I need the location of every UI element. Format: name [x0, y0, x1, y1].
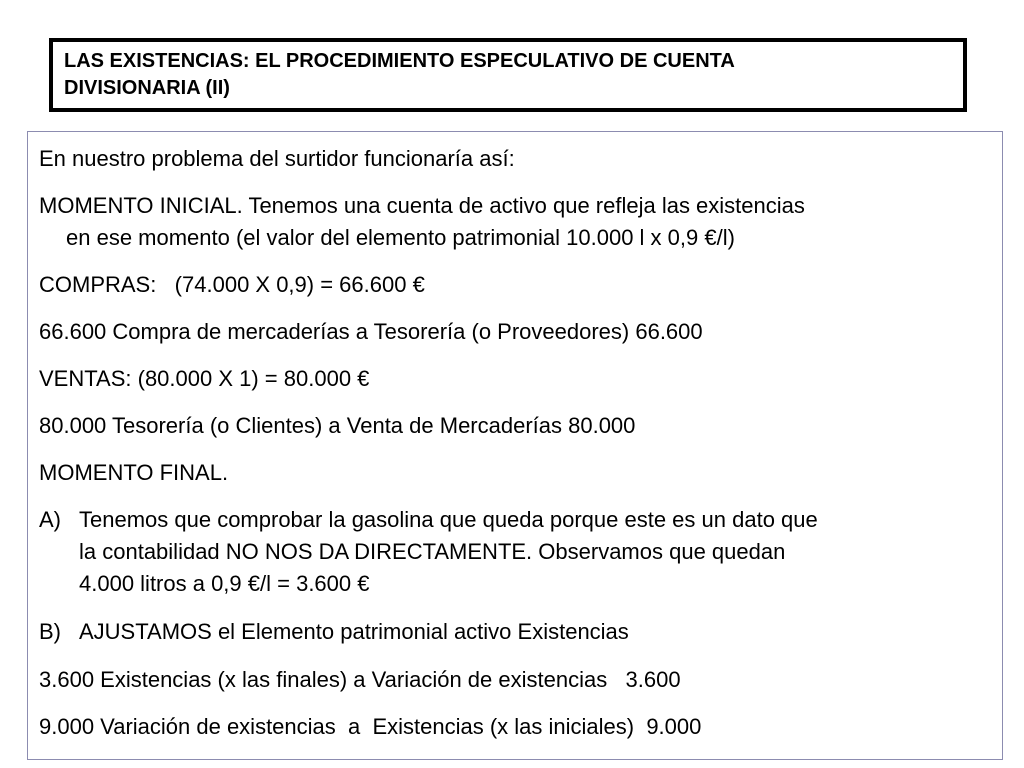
slide-title-line-1: LAS EXISTENCIAS: EL PROCEDIMIENTO ESPECULATIVO DE CUENTA	[64, 50, 735, 72]
list-item-a-line-1: Tenemos que comprobar la gasolina que queda porque este es un dato que	[79, 507, 818, 532]
compras-paragraph: COMPRAS: (74.000 X 0,9) = 66.600 €	[39, 272, 425, 297]
asiento-venta-paragraph: 80.000 Tesorería (o Clientes) a Venta de Mercaderías 80.000	[39, 413, 636, 438]
list-item-b	[39, 616, 992, 648]
momento-inicial-line-2: en ese momento (el valor del elemento patrimonial 10.000 l x 0,9 €/l)	[66, 225, 735, 250]
momento-final-paragraph: MOMENTO FINAL.	[39, 460, 229, 485]
ventas-paragraph: VENTAS: (80.000 X 1) = 80.000 €	[39, 366, 370, 391]
list-item-a-marker: A)	[39, 507, 61, 532]
asiento-ajuste-1-paragraph: 3.600 Existencias (x las finales) a Variación de existencias 3.600	[39, 667, 681, 692]
list-item-a-line-3: 4.000 litros a 0,9 €/l = 3.600 €	[79, 571, 370, 596]
momento-inicial-paragraph	[39, 190, 992, 254]
intro-paragraph: En nuestro problema del surtidor funcionaría así:	[39, 146, 515, 171]
list-item-a-line-2: la contabilidad NO NOS DA DIRECTAMENTE. Observamos que quedan	[79, 539, 786, 564]
list-item-b-marker: B)	[39, 619, 61, 644]
slide-content	[27, 131, 1003, 760]
asiento-ajuste-2-paragraph: 9.000 Variación de existencias a Existencias (x las iniciales) 9.000	[39, 714, 702, 739]
slide-title	[49, 38, 967, 112]
list-item-a	[39, 504, 992, 600]
asiento-compra-paragraph: 66.600 Compra de mercaderías a Tesorería (o Proveedores) 66.600	[39, 319, 703, 344]
momento-inicial-line-1: MOMENTO INICIAL. Tenemos una cuenta de activo que refleja las existencias	[39, 193, 805, 218]
slide-title-line-2: DIVISIONARIA (II)	[64, 77, 230, 99]
list-item-a-text	[79, 504, 992, 600]
list-item-b-text: AJUSTAMOS el Elemento patrimonial activo Existencias	[79, 619, 629, 644]
